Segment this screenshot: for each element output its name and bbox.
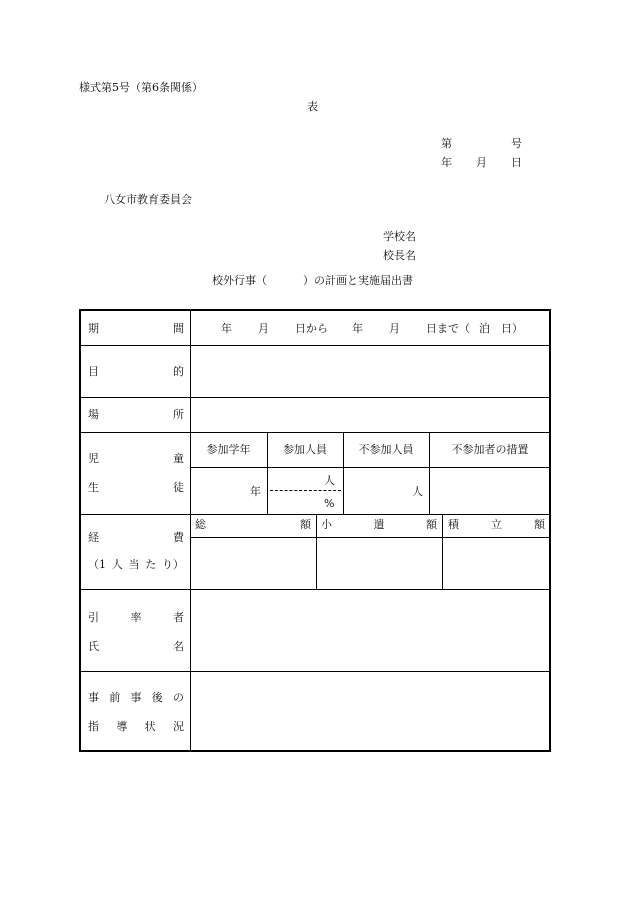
title-prefix: 校外行事（ (212, 274, 267, 287)
principal-name-label: 校長名 (383, 249, 416, 262)
students-label-line1: 児 童 (88, 452, 184, 465)
purpose-label: 目 的 (88, 365, 184, 378)
document-date: 年 月 日 (441, 156, 522, 169)
document-number: 第 号 (441, 137, 522, 150)
grade-unit: 年 (250, 485, 261, 498)
leader-label-line2: 氏 名 (88, 640, 184, 653)
addressee: 八女市教育委員会 (104, 193, 192, 206)
place-label: 場 所 (88, 408, 184, 421)
header-grade: 参加学年 (206, 443, 251, 456)
leader-label-line1: 引 率 者 (88, 611, 184, 624)
header-participants: 参加人員 (283, 443, 327, 456)
guidance-label-line2: 指 導 状 況 (88, 720, 184, 733)
period-value-template: 年 月 日から 年 月 日まで（ 泊 日） (221, 322, 523, 335)
header-savings: 積 立 額 (448, 518, 545, 531)
header-total-amount: 総 額 (195, 518, 311, 531)
document-title (212, 275, 413, 286)
title-suffix: ）の計画と実施届出書 (303, 274, 413, 287)
purpose-field[interactable] (193, 347, 543, 395)
period-label: 期 間 (88, 322, 184, 335)
guidance-label-line1: 事 前 事 後 の (88, 691, 184, 704)
leader-field[interactable] (193, 592, 543, 668)
participants-unit: 人 (324, 474, 335, 487)
header-pocket-money: 小 遣 額 (321, 518, 437, 531)
header-nonparticipants: 不参加人員 (358, 443, 414, 456)
cost-sublabel: （1 人 当 た り） (88, 558, 184, 571)
school-name-label: 学校名 (383, 230, 416, 243)
students-label-line2: 生 徒 (88, 481, 184, 494)
guidance-field[interactable] (193, 674, 543, 748)
place-field[interactable] (193, 399, 543, 430)
cost-label: 経 費 (88, 531, 184, 544)
form-number: 様式第5号（第6条関係） (79, 81, 203, 94)
participants-percent: % (324, 497, 335, 510)
front-mark: 表 (307, 100, 318, 113)
header-nonparticipant-measures: 不参加者の措置 (451, 443, 529, 456)
report-form-table (79, 309, 551, 752)
nonparticipants-unit: 人 (412, 485, 423, 498)
